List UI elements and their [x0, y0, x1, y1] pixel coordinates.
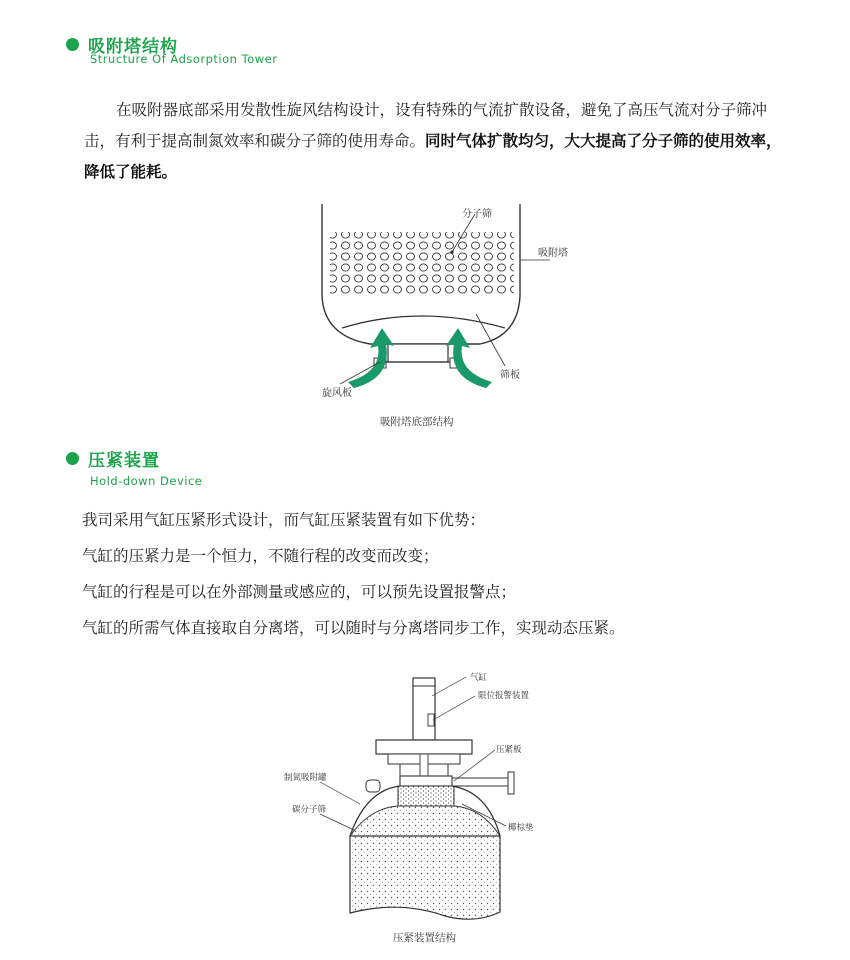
- advantage-line: 气缸的压紧力是一个恒力，不随行程的改变而改变；: [82, 547, 439, 565]
- label-tower: 吸附塔: [538, 248, 568, 259]
- hold-down-diagram: [270, 668, 590, 930]
- airflow-arrow-left: [348, 328, 394, 388]
- label-carbon-sieve: 碳分子筛: [292, 805, 327, 815]
- label-coconut-pad: 椰棕垫: [508, 823, 534, 833]
- label-molecular-sieve: 分子筛: [462, 209, 492, 220]
- label-cylinder: 气缸: [470, 673, 488, 683]
- label-press-plate: 压紧板: [496, 745, 522, 755]
- top-flange: [376, 740, 472, 754]
- figure2-caption: 压紧装置结构: [393, 932, 456, 944]
- coconut-pad: [398, 786, 454, 806]
- section2-title: 压紧装置: [88, 451, 160, 471]
- tower-bottom-diagram: [300, 196, 590, 436]
- advantage-line: 气缸的所需气体直接取自分离塔，可以随时与分离塔同步工作，实现动态压紧。: [82, 619, 625, 637]
- label-limit-alarm: 限位报警装置: [478, 691, 530, 701]
- label-cyclone-plate: 旋风板: [322, 388, 352, 399]
- paragraph-normal-text: 在吸附器底部采用发散性旋风结构设计，设有特殊的气流扩散设备，避免了高压气流对分子筛冲击，有利于提高制氮效率和碳分子筛的使用寿命。: [84, 101, 768, 150]
- section2-subtitle: Hold-down Device: [90, 474, 203, 488]
- section1-title: 吸附塔结构: [88, 37, 178, 57]
- bullet-icon: [66, 452, 79, 465]
- air-cylinder: [413, 678, 435, 740]
- advantage-line: 我司采用气缸压紧形式设计，而气缸压紧装置有如下优势：: [82, 511, 486, 529]
- label-sieve-plate: 筛板: [500, 370, 520, 381]
- section2-header: [66, 446, 160, 471]
- carbon-sieve-bed: [350, 836, 500, 919]
- section1-subtitle: Structure Of Adsorption Tower: [90, 52, 278, 66]
- label-nitrogen-tank: 制氮吸附罐: [284, 773, 327, 783]
- press-plate: [400, 776, 452, 786]
- bullet-icon: [66, 38, 79, 51]
- figure1-caption: 吸附塔底部结构: [380, 416, 454, 428]
- molecular-sieve-bed: [330, 232, 514, 294]
- advantage-line: 气缸的行程是可以在外部测量或感应的，可以预先设置报警点；: [82, 583, 517, 601]
- paragraph-bold-text: 同时气体扩散均匀，大大提高了分子筛的使用效率，降低了能耗。: [84, 132, 782, 181]
- bottom-nozzle: [388, 344, 448, 362]
- section1-paragraph: [84, 95, 794, 188]
